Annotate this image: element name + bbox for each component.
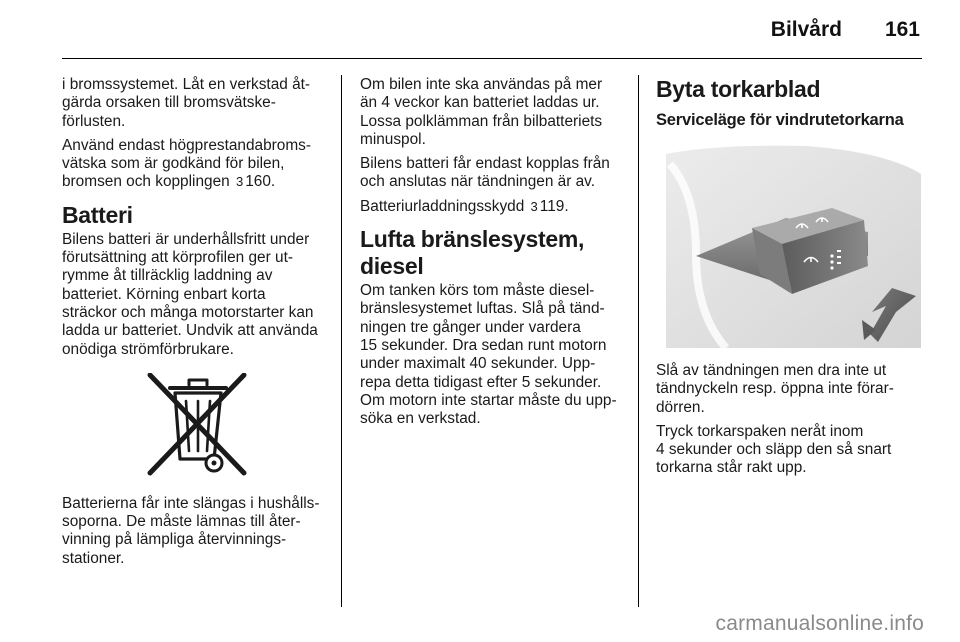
text-line: Batterierna får inte slängas i hushålls- bbox=[62, 494, 320, 512]
text-line: dörren. bbox=[656, 398, 705, 416]
battery-storage-paragraph bbox=[360, 76, 630, 149]
wiper-stalk-illustration bbox=[656, 144, 926, 348]
discharge-protection-paragraph bbox=[360, 198, 630, 216]
crossed-out-bin-icon bbox=[62, 373, 332, 481]
page-title: Bilvård bbox=[770, 18, 842, 41]
text-line: Batteriurladdningsskydd bbox=[360, 197, 525, 215]
column-2 bbox=[360, 76, 630, 434]
fuel-system-heading bbox=[360, 226, 630, 280]
text-line: sträckor och många motorstarter kan bbox=[62, 303, 314, 321]
text-line: Om tanken körs tom måste diesel- bbox=[360, 282, 595, 300]
text-line: Lossa polklämman från bilbatteriets bbox=[360, 112, 603, 130]
text-line: stationer. bbox=[62, 549, 125, 567]
watermark: carmanualsonline.info bbox=[715, 612, 924, 635]
text-line: ningen tre gånger under vardera bbox=[360, 318, 581, 336]
battery-disposal-paragraph bbox=[62, 495, 332, 568]
text-line: 15 sekunder. Dra sedan runt motorn bbox=[360, 336, 607, 354]
heading-line: Lufta bränslesystem, bbox=[360, 226, 585, 253]
text-line: under maximalt 40 sekunder. Upp- bbox=[360, 355, 596, 373]
battery-paragraph bbox=[62, 231, 332, 359]
text-line: och anslutas när tändningen är av. bbox=[360, 173, 596, 191]
text-line: rymme åt tillräcklig laddning av bbox=[62, 267, 273, 285]
text-line: Om motorn inte startar måste du upp- bbox=[360, 391, 617, 409]
column-divider-2 bbox=[638, 75, 639, 607]
text-line: torkarna står rakt upp. bbox=[656, 459, 807, 477]
battery-disconnect-paragraph bbox=[360, 155, 630, 192]
header-divider bbox=[62, 58, 922, 59]
ignition-off-paragraph bbox=[656, 362, 926, 417]
brake-fluid-paragraph bbox=[62, 76, 332, 131]
text-line: 4 sekunder och släpp den så snart bbox=[656, 441, 892, 459]
column-1 bbox=[62, 76, 332, 574]
text-line: bromsen och kopplingen bbox=[62, 173, 230, 191]
wiper-service-subheading: Serviceläge för vindrutetorkarna bbox=[656, 111, 904, 129]
page-reference-link[interactable]: 119. bbox=[539, 197, 569, 215]
text-line: vätska som är godkänd för bilen, bbox=[62, 155, 285, 173]
text-line: repa detta tidigast efter 5 sekunder. bbox=[360, 373, 602, 391]
column-3 bbox=[656, 76, 926, 484]
column-divider-1 bbox=[341, 75, 342, 607]
text-line: söka en verkstad. bbox=[360, 410, 481, 428]
text-line: i bromssystemet. Låt en verkstad åt- bbox=[62, 76, 311, 93]
text-line: gärda orsaken till bromsvätske- bbox=[62, 94, 276, 112]
text-line: bränslesystemet luftas. Slå på tänd- bbox=[360, 300, 605, 318]
text-line: Bilens batteri får endast kopplas från bbox=[360, 155, 610, 173]
battery-heading: Batteri bbox=[62, 201, 133, 228]
page-reference-icon: 3 bbox=[235, 174, 244, 190]
text-line: Använd endast högprestandabroms- bbox=[62, 136, 311, 154]
page-reference-link[interactable]: 160. bbox=[245, 173, 276, 191]
wiper-lever-paragraph bbox=[656, 423, 926, 478]
text-line: tändnyckeln resp. öppna inte förar- bbox=[656, 380, 894, 398]
text-line: soporna. De måste lämnas till åter- bbox=[62, 513, 301, 531]
page-reference-icon: 3 bbox=[530, 198, 538, 214]
text-line: Slå av tändningen men dra inte ut bbox=[656, 362, 887, 379]
text-line: vinning på lämpliga återvinnings- bbox=[62, 531, 287, 549]
text-line: ladda ur batteriet. Undvik att använda bbox=[62, 322, 318, 340]
text-line: än 4 veckor kan batteriet laddas ur. bbox=[360, 94, 600, 112]
text-line: Om bilen inte ska användas på mer bbox=[360, 76, 603, 93]
heading-line: diesel bbox=[360, 253, 424, 280]
wiper-blade-heading: Byta torkarblad bbox=[656, 76, 821, 102]
brake-fluid-spec-paragraph bbox=[62, 137, 332, 192]
text-line: batteriet. Körning enbart korta bbox=[62, 285, 266, 303]
text-line: förlusten. bbox=[62, 112, 126, 130]
text-line: Bilens batteri är underhållsfritt under bbox=[62, 230, 310, 248]
text-line: förutsättning att körprofilen ger ut- bbox=[62, 249, 293, 267]
page-number: 161 bbox=[884, 18, 920, 41]
text-line: onödiga strömförbrukare. bbox=[62, 340, 234, 358]
page-header bbox=[0, 0, 960, 60]
text-line: Tryck torkarspaken neråt inom bbox=[656, 422, 864, 440]
fuel-bleeding-paragraph bbox=[360, 282, 630, 428]
text-line: minuspol. bbox=[360, 130, 426, 148]
